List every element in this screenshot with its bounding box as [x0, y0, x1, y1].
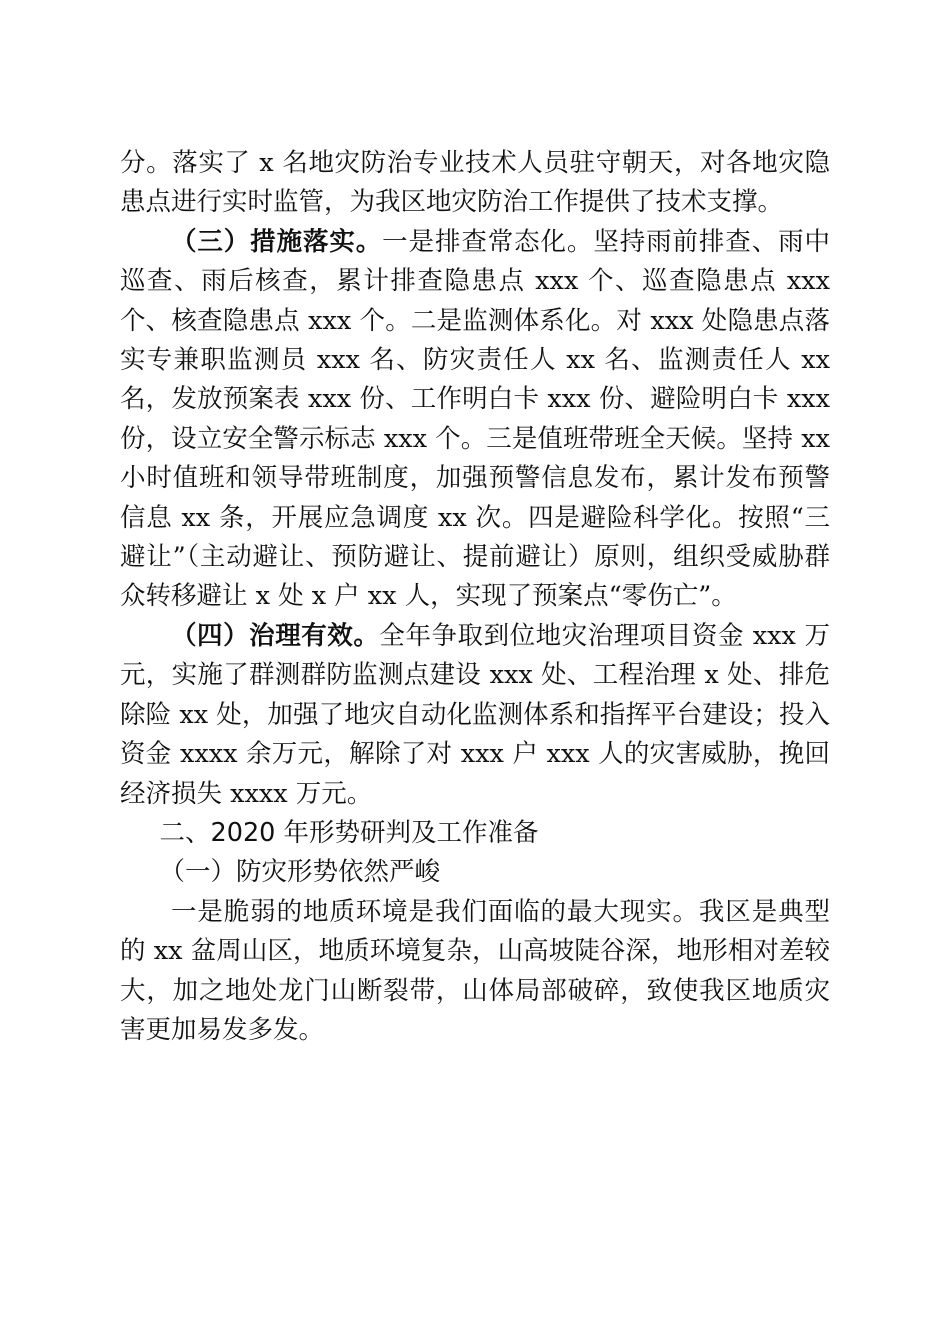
paragraph-governance-body: 全年争取到位地灾治理项目资金 xxx 万元，实施了群测群防监测点建设 xxx 处、工程治理 x 处、排危除险 xx 处，加强了地灾自动化监测体系和指挥平台建设；投入资金 xxxx 余万元，解除了对 xxx 户 xxx 人的灾害威胁，挽回经济损失 xxxx 万元。 [120, 620, 830, 809]
paragraph-measures [120, 223, 830, 617]
paragraph-governance [120, 617, 830, 814]
subsection-title: （一）防灾形势依然严峻 [159, 857, 441, 888]
section-title: 二、2020 年形势研判及工作准备 [159, 817, 539, 848]
document-page [120, 144, 830, 1050]
paragraph-measures-body: 一是排查常态化。坚持雨前排查、雨中巡查、雨后核查，累计排查隐患点 xxx 个、巡查隐患点 xxx 个、核查隐患点 xxx 个。二是监测体系化。对 xxx 处隐患点落实专兼职监测员 xxx 名、防灾责任人 xx 名、监测责任人 xx 名，发放预案表 xxx 份、工作明白卡 xxx 份、避险明白卡 xxx 份，设立安全警示标志 xxx 个。三是值班带班全天候。坚持 xx 小时值班和领导带班制度，加强预警信息发布，累计发布预警信息 xx 条，开展应急调度 xx 次。四是避险科学化。按照“三避让”（主动避让、预防避让、提前避让）原则，组织受威胁群众转移避让 x 处 x 户 xx 人，实现了预案点“零伤亡”。 [120, 226, 830, 612]
paragraph-geology: 一是脆弱的地质环境是我们面临的最大现实。我区是典型的 xx 盆周山区，地质环境复杂，山高坡陡谷深，地形相对差较大，加之地处龙门山断裂带，山体局部破碎，致使我区地质灾害更加易发多发。 [120, 896, 830, 1045]
paragraph-continuation: 分。落实了 x 名地灾防治专业技术人员驻守朝天，对各地灾隐患点进行实时监管，为我区地灾防治工作提供了技术支撑。 [120, 148, 830, 218]
paragraph-measures-heading: （三）措施落实。 [171, 226, 383, 257]
paragraph-governance-heading: （四）治理有效。 [171, 620, 380, 651]
